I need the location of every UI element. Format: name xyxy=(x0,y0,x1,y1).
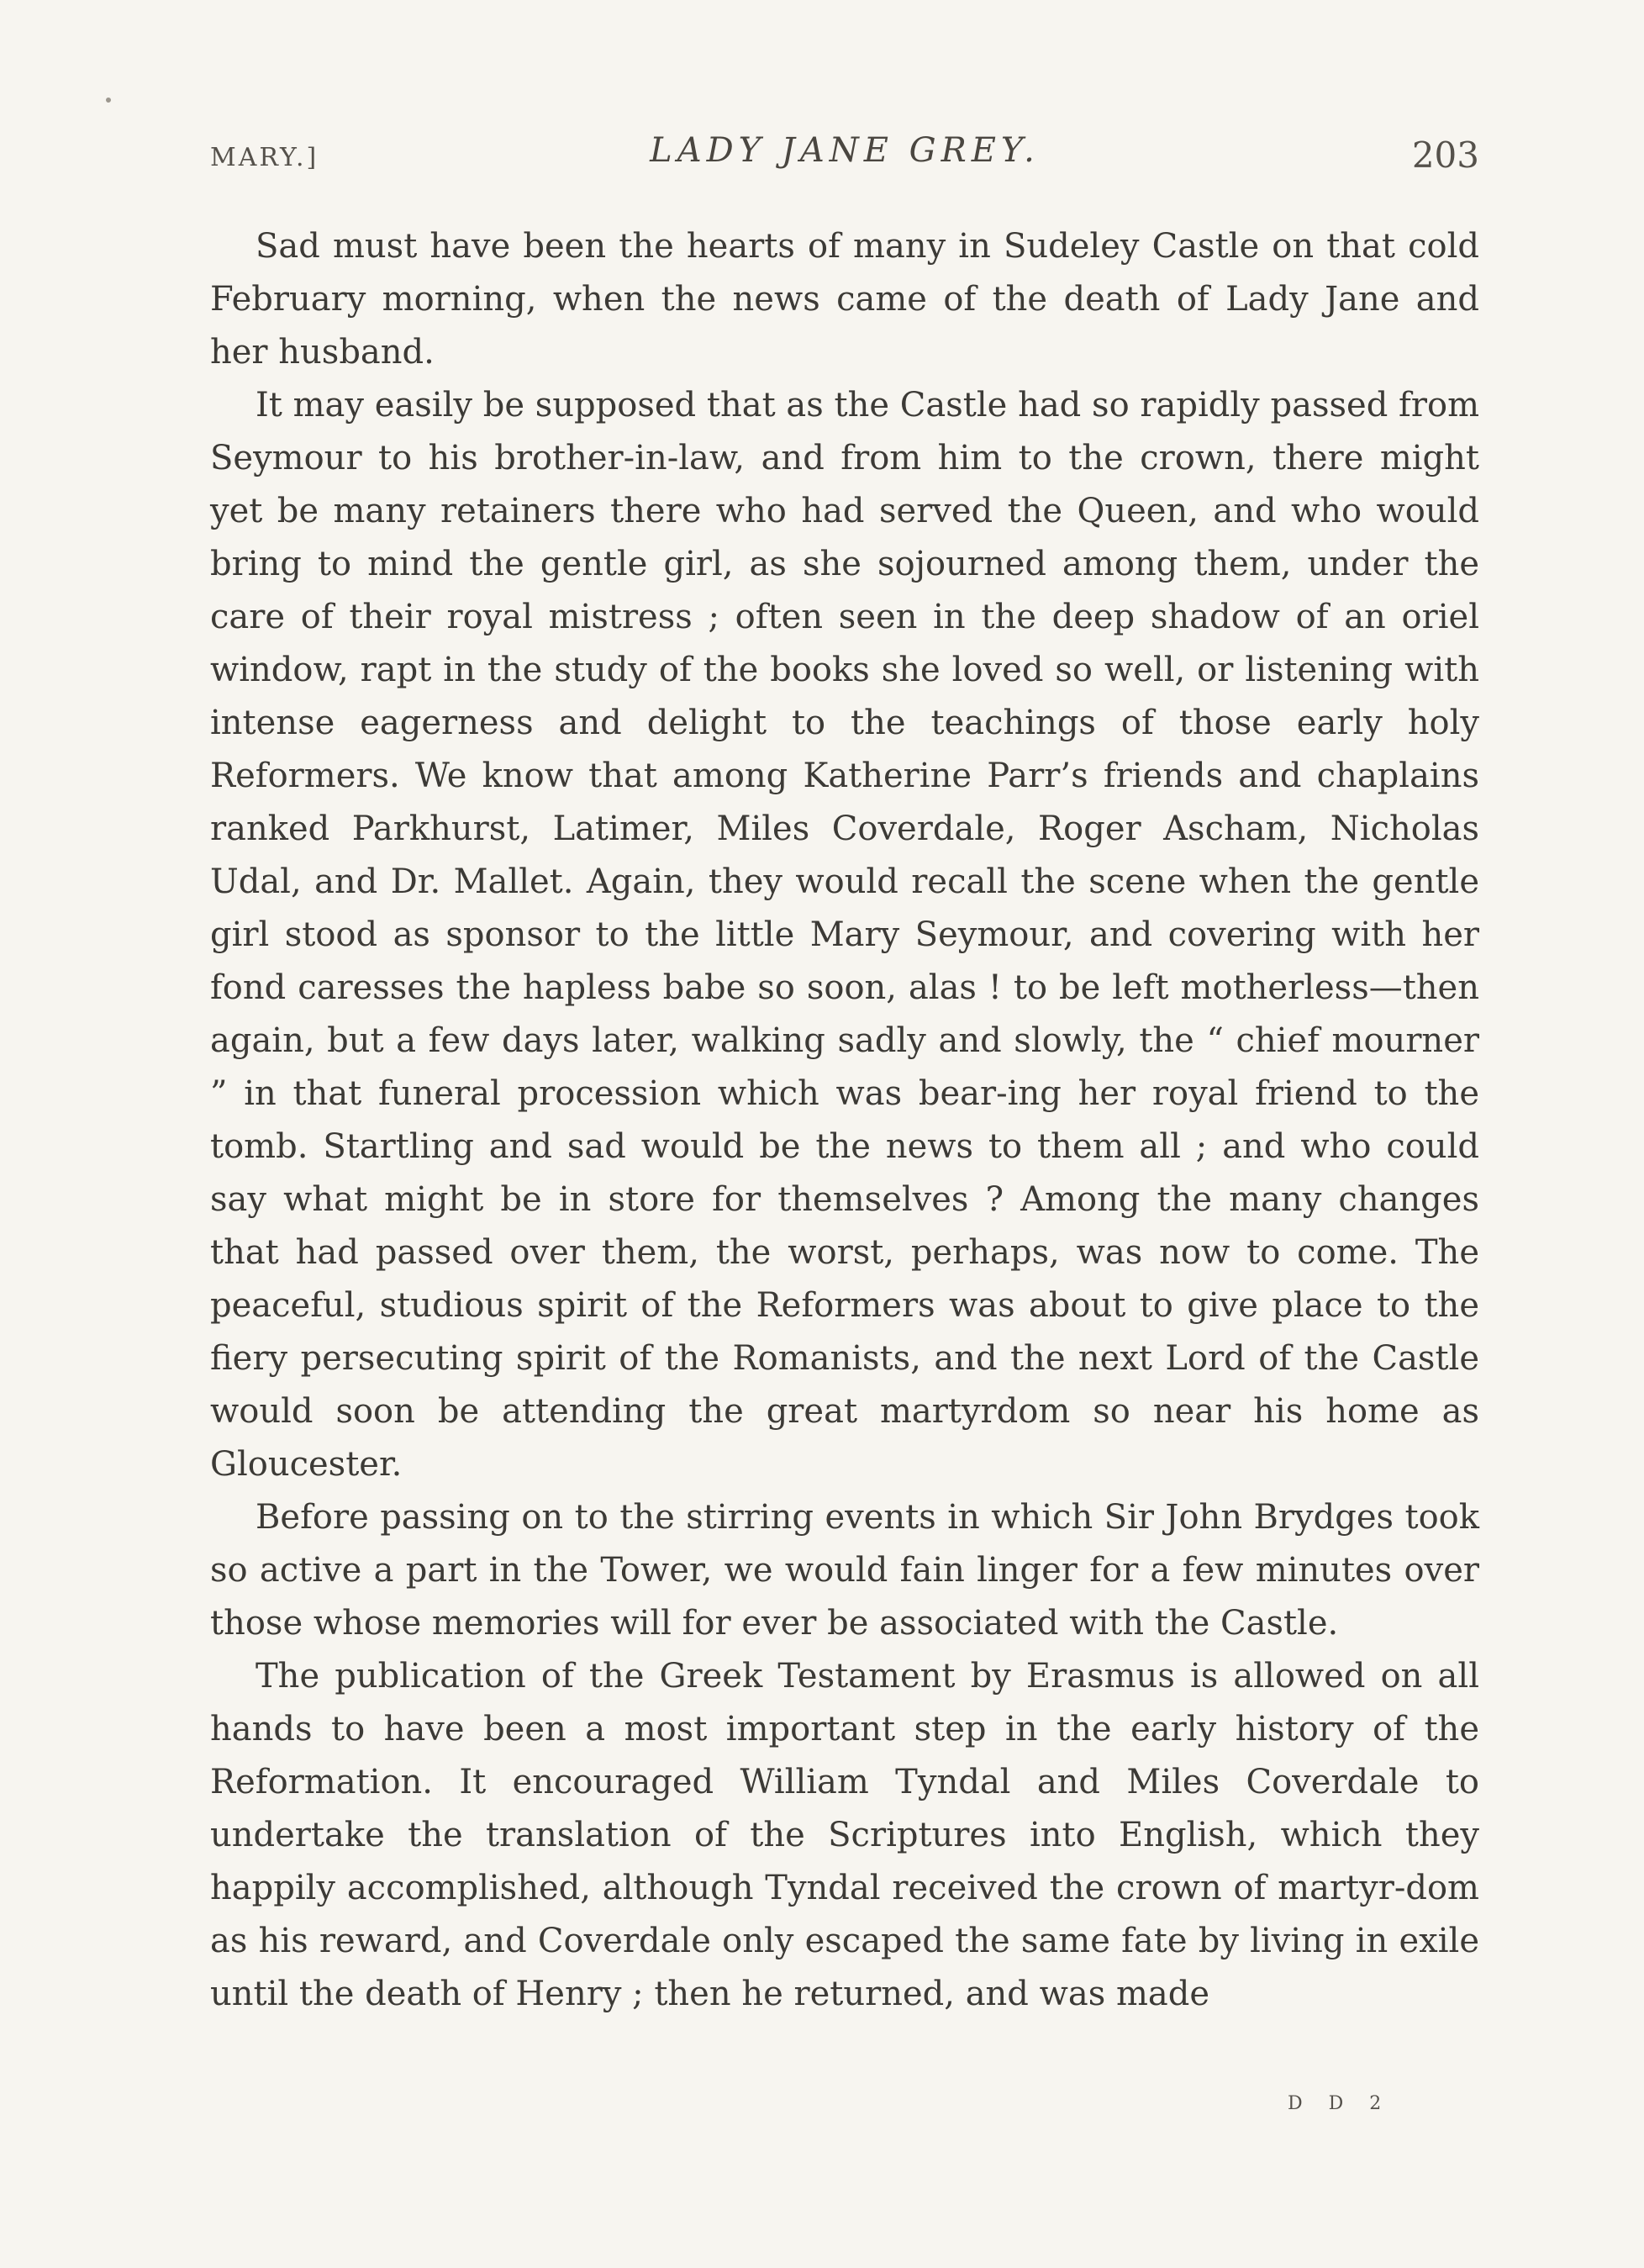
page-number: 203 xyxy=(1411,134,1479,176)
header-section-label: MARY.] xyxy=(210,143,319,172)
paper-speck xyxy=(106,98,111,103)
paragraph: It may easily be supposed that as the Castle had so rapidly passed from Seymour to his brother-in-law, and from him to the crown, there might yet be many retainers there who had served the Queen, and who would bring to mind the gentle girl, as she sojourned among them, under the care of their royal mistress ; often seen in the deep shadow of an oriel window, rapt in the study of the books she loved so well, or listening with intense eagerness and delight to the teachings of those early holy Reformers. We know that among Katherine Parr’s friends and chaplains ranked Parkhurst, Latimer, Miles Coverdale, Roger Ascham, Nicholas Udal, and Dr. Mallet. Again, they would recall the scene when the gentle girl stood as sponsor to the little Mary Seymour, and covering with her fond caresses the hapless babe so soon, alas ! to be left motherless—then again, but a few days later, walking sadly and slowly, the “ chief mourner ” in that funeral procession which was bear-ing her royal friend to the tomb. Startling and sad would be the news to them all ; and who could say what might be in store for themselves ? Among the many changes that had passed over them, the worst, perhaps, was now to come. The peaceful, studious spirit of the Reformers was about to give place to the fiery persecuting spirit of the Romanists, and the next Lord of the Castle would soon be attending the great martyrdom so near his home as Gloucester. xyxy=(210,386,1479,1484)
signature-mark: D D 2 xyxy=(1288,2093,1392,2114)
paragraph: Sad must have been the hearts of many in Sudeley Castle on that cold February morning, when the news came of the death of Lady Jane and her husband. xyxy=(210,227,1479,372)
header-title: LADY JANE GREY. xyxy=(650,131,1040,170)
running-header xyxy=(210,128,1479,187)
paragraph: Before passing on to the stirring events in which Sir John Brydges took so active a part in the Tower, we would fain linger for a few minutes over those whose memories will for ever be associated with the Castle. xyxy=(210,1498,1479,1643)
body-text xyxy=(210,220,1479,2021)
paragraph: The publication of the Greek Testament by Erasmus is allowed on all hands to have been a most important step in the early history of the Reformation. It encouraged William Tyndal and Miles Coverdale to undertake the translation of the Scriptures into English, which they happily accomplished, although Tyndal received the crown of martyr-dom as his reward, and Coverdale only escaped the same fate by living in exile until the death of Henry ; then he returned, and was made xyxy=(210,1657,1479,2013)
